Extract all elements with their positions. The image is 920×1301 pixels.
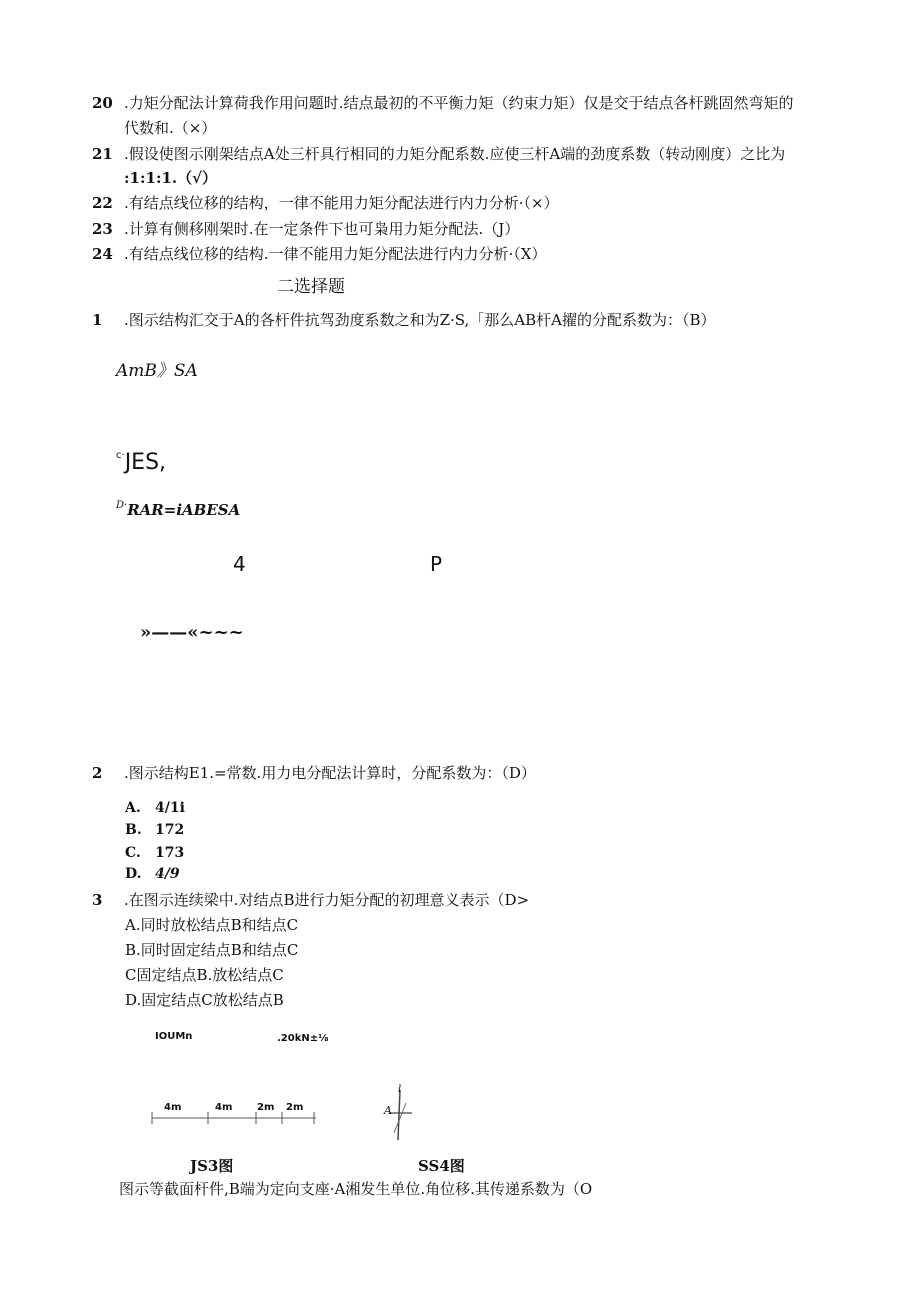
q3-option-c: C固定结点B.放松结点C	[125, 966, 284, 984]
option-label: A.	[125, 800, 141, 816]
option-letter: c·	[116, 450, 125, 461]
q1-option-d	[116, 500, 240, 519]
item-number: 20	[92, 94, 113, 112]
question-text: .图示结构汇交于A的各杆件抗驾劲度系数之和为Z·S,「那么AB杆A擢的分配系数为：（B）	[124, 311, 716, 329]
option-letter: D·	[116, 500, 128, 511]
item-number: 24	[92, 245, 113, 263]
item-number: 23	[92, 220, 113, 238]
tf-item-21-cont: :1:1:1.（√）	[124, 169, 218, 187]
question-2	[92, 762, 536, 783]
option-value: 173	[155, 845, 185, 861]
dim-label: 4m	[215, 1102, 233, 1113]
q2-option-d	[125, 866, 180, 882]
q1-figure-beam: »——«~~~	[140, 622, 244, 643]
option-value: 4/1i	[155, 800, 185, 816]
q3-option-d: D.固定结点C放松结点B	[125, 991, 284, 1009]
question-text: .图示结构E1.=常数.用力电分配法计算时，分配系数为：（D）	[124, 764, 536, 782]
dim-label: 2m	[286, 1102, 304, 1113]
option-value: 4/9	[155, 866, 180, 882]
option-value: 172	[155, 822, 185, 838]
tf-item-23	[92, 218, 519, 239]
item-text: .计算有侧移刚架时.在一定条件下也可枭用力矩分配法.（J）	[124, 220, 520, 238]
q2-option-a	[125, 800, 185, 816]
item-text: .有结点线位移的结构，一律不能用力矩分配法进行内力分析·（×）	[124, 194, 559, 212]
tf-item-20	[92, 92, 794, 113]
q3-option-b: B.同时固定结点B和结点C	[125, 941, 299, 959]
dim-label: 2m	[257, 1102, 275, 1113]
section-title: 二选择题	[277, 277, 345, 297]
tf-item-22	[92, 192, 559, 213]
figure-caption-right: SS4图	[418, 1157, 465, 1175]
question-3	[92, 889, 529, 910]
option-label: B.	[125, 822, 142, 838]
option-text: JES,	[124, 450, 167, 475]
figure-caption-left: JS3图	[190, 1157, 234, 1175]
q2-option-c	[125, 845, 184, 861]
figure-load-right: .20kN±⅛	[277, 1033, 329, 1044]
option-label: C.	[125, 845, 141, 861]
item-number: 22	[92, 194, 113, 212]
q1-figure-label-4: 4	[233, 552, 246, 576]
figure-load-left: IOUMn	[155, 1031, 193, 1042]
q2-option-b	[125, 822, 184, 838]
question-text: .在图示连续梁中.对结点B进行力矩分配的初理意义表示（D>	[124, 891, 530, 909]
q1-figure-label-p: P	[430, 552, 443, 576]
member-label-a: A	[384, 1104, 392, 1117]
item-text: .有结点线位移的结构.一律不能用力矩分配法进行内力分析·（X）	[124, 245, 547, 263]
question-4-text: 图示等截面杆件,B端为定向支座·A湘发生单位.角位移.其传递系数为（O	[119, 1180, 593, 1198]
q1-option-c	[116, 450, 166, 475]
tf-item-20-cont: 代数和.（×）	[124, 119, 217, 137]
q1-option-a: AmB》SA	[116, 361, 198, 381]
tf-item-21	[92, 143, 785, 164]
q3-option-a: A.同时放松结点B和结点C	[125, 916, 299, 934]
dim-label: 4m	[164, 1102, 182, 1113]
option-text: RAR=iABESA	[127, 501, 241, 519]
item-number: 21	[92, 145, 113, 163]
question-1	[92, 309, 716, 330]
option-label: D.	[125, 866, 142, 882]
item-text: .假设使图示刚架结点A处三杆具行相同的力矩分配系数.应使三杆A端的劲度系数（转动刚度）之比为	[124, 145, 786, 163]
member-label-top: l	[398, 1084, 402, 1095]
question-number: 3	[92, 891, 103, 909]
question-number: 2	[92, 764, 103, 782]
item-text: .力矩分配法计算荷我作用问题时.结点最初的不平衡力矩（约束力矩）仅是交于结点各杆跳固然弯矩的	[124, 94, 794, 112]
tf-item-24	[92, 243, 547, 264]
question-number: 1	[92, 311, 103, 329]
